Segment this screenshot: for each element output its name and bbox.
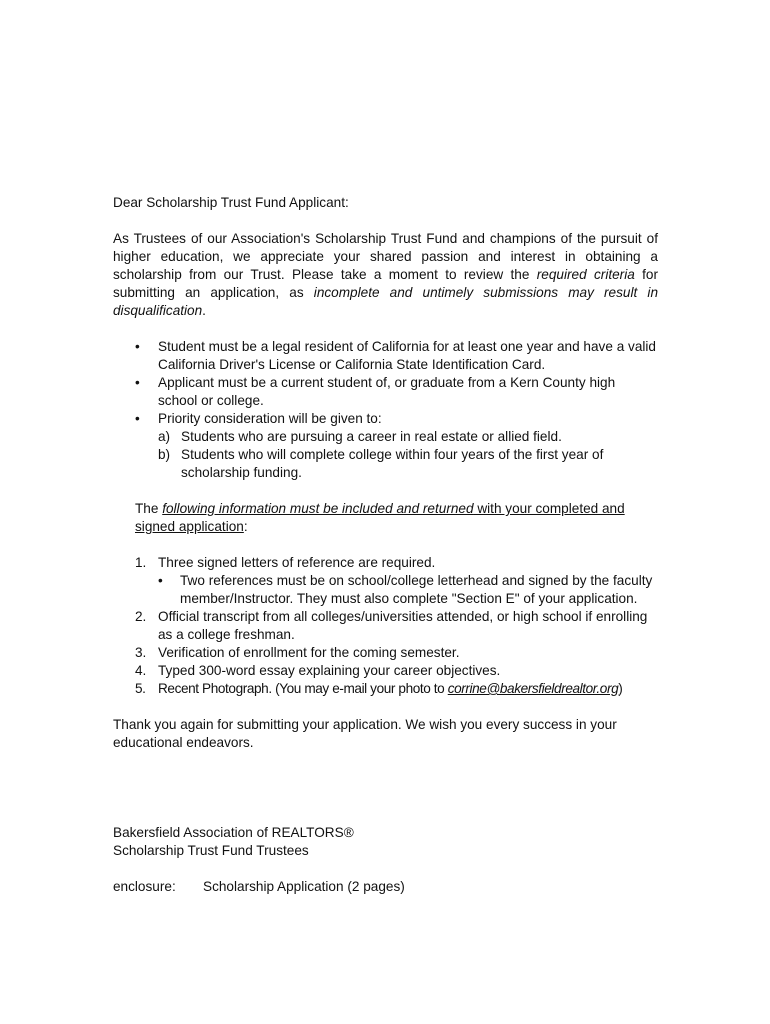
submission-item: 2. Official transcript from all colleges/universities attended, or high school if enrolling as a college freshman.	[135, 609, 648, 642]
completed-application-underline: with your completed and signed application	[135, 501, 625, 534]
enclosure-line	[113, 878, 658, 896]
reference-details-list	[158, 572, 658, 608]
submission-item: 5. Recent Photograph. (You may e-mail your photo to corrine@bakersfieldrealtor.org)	[135, 681, 623, 696]
requirement-item: • Priority consideration will be given to: a) Students who are pursuing a career in real estate or allied field. b) Students who will complete college within four years of the first year of scholarship funding.	[135, 410, 658, 482]
signature-org: Bakersfield Association of REALTORS®	[113, 825, 354, 840]
submission-items-list	[135, 554, 658, 698]
submission-item: 4. Typed 300-word essay explaining your career objectives.	[135, 663, 501, 678]
priority-list	[158, 428, 658, 482]
intro-text-3: .	[202, 303, 206, 318]
email-link[interactable]: corrine@bakersfieldrealtor.org	[447, 681, 619, 696]
letter-body	[113, 194, 658, 896]
priority-item: b) Students who will complete college within four years of the first year of scholarship funding.	[158, 447, 604, 480]
submission-item: 1. Three signed letters of reference are required. • Two references must be on school/college letterhead and signed by the faculty member/Instructor. They must also complete "Section E" of your application.	[135, 554, 658, 608]
intro-text-2: for submitting an application, as	[113, 267, 659, 300]
reference-detail: • Two references must be on school/college letterhead and signed by the faculty member/Instructor. They must also complete "Section E" of your application.	[158, 572, 658, 608]
enclosure-value: Scholarship Application (2 pages)	[203, 879, 405, 894]
requirement-item: • Applicant must be a current student of, or graduate from a Kern County high school or college.	[135, 374, 658, 410]
signature-block	[113, 824, 658, 860]
intro-text-1: As Trustees of our Association's Scholarship Trust Fund and champions of the pursuit of higher education, we appreciate your shared passion and interest in obtaining a scholarship from our Trust. Please take a moment to review the	[113, 231, 658, 282]
requirement-item: • Student must be a legal resident of California for at least one year and have a valid California Driver's License or California State Identification Card.	[135, 338, 658, 374]
submission-item: 3. Verification of enrollment for the coming semester.	[135, 645, 460, 660]
following-info-paragraph: The following information must be included and returned with your completed and signed application:	[135, 501, 625, 534]
required-criteria-emphasis: required criteria	[536, 267, 635, 282]
priority-item: a) Students who are pursuing a career in real estate or allied field.	[158, 429, 562, 444]
intro-paragraph	[113, 230, 658, 320]
following-info-emphasis: following information must be included and returned	[162, 501, 474, 516]
enclosure-label: enclosure:	[113, 879, 176, 894]
requirements-list	[113, 338, 658, 482]
salutation: Dear Scholarship Trust Fund Applicant:	[113, 195, 349, 210]
signature-title: Scholarship Trust Fund Trustees	[113, 843, 309, 858]
closing-paragraph: Thank you again for submitting your application. We wish you every success in your educational endeavors.	[113, 717, 617, 750]
disqualification-warning: incomplete and untimely submissions may result in disqualification	[113, 285, 659, 318]
